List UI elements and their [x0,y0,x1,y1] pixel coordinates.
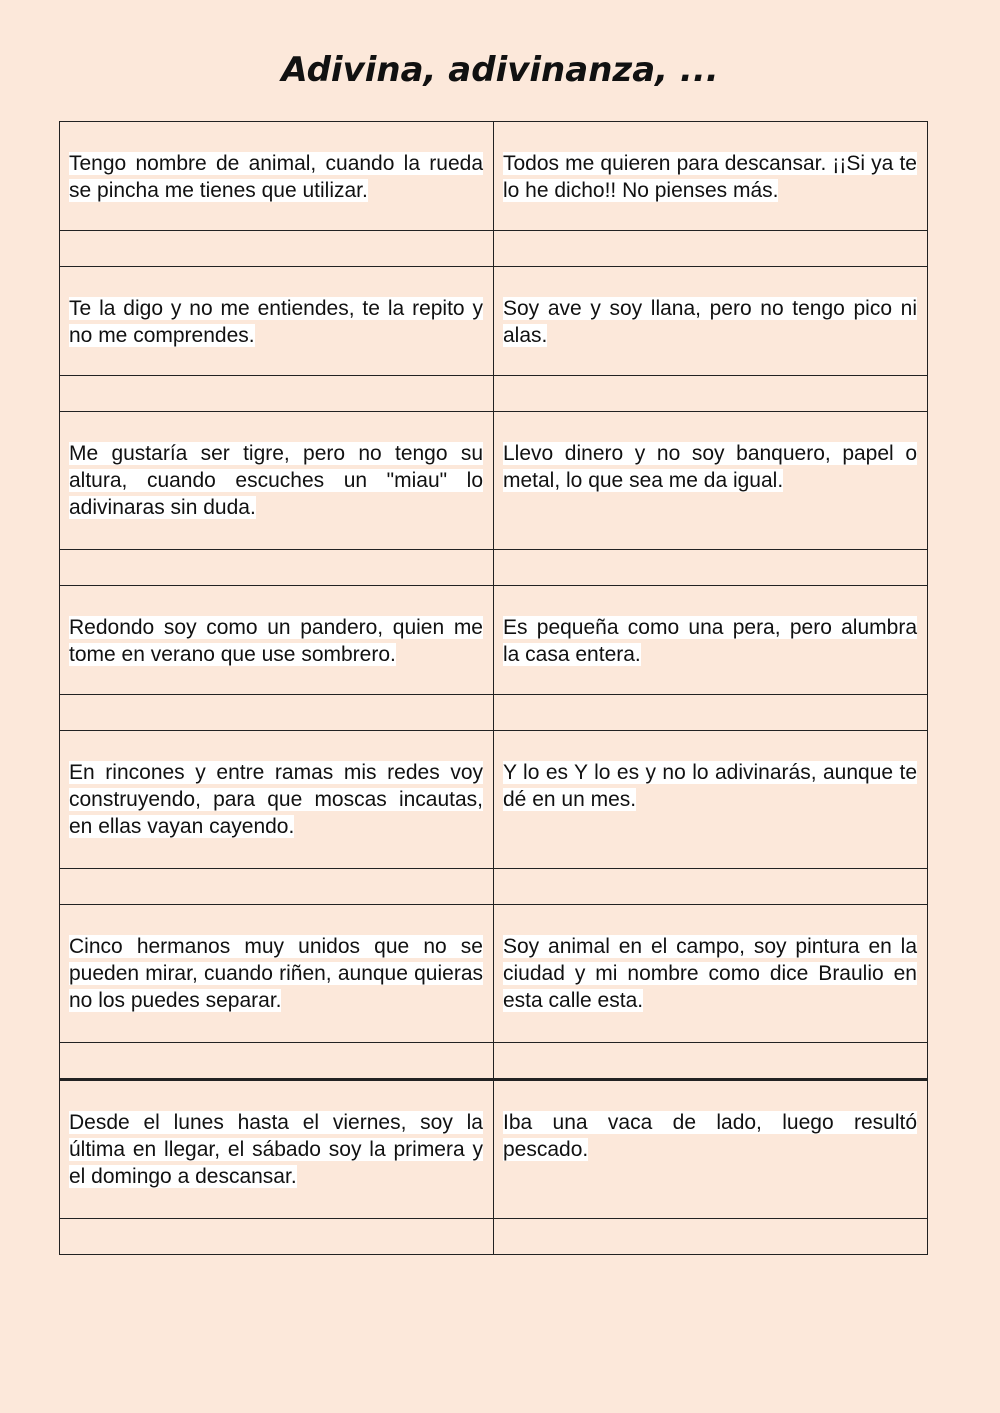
answer-cell[interactable] [494,869,928,905]
riddle-row [60,1080,928,1219]
riddle-text: Soy ave y soy llana, pero no tengo pico ni alas. [503,297,917,347]
answer-cell[interactable] [60,231,494,267]
answer-cell[interactable] [60,550,494,586]
page-title: Adivina, adivinanza, ... [281,50,719,90]
riddle-text: Desde el lunes hasta el viernes, soy la última en llegar, el sábado soy la primera y el domingo a descansar. [69,1111,483,1188]
answer-row [60,231,928,267]
riddle-cell [60,412,494,550]
riddle-text: Llevo dinero y no soy banquero, papel o metal, lo que sea me da igual. [503,442,917,492]
riddle-row [60,586,928,695]
riddle-text: Te la digo y no me entiendes, te la repito y no me comprendes. [69,297,483,347]
riddle-cell [494,412,928,550]
answer-cell[interactable] [494,550,928,586]
answer-cell[interactable] [60,1043,494,1080]
riddle-cell [494,267,928,376]
riddle-row [60,267,928,376]
answer-row [60,1043,928,1080]
riddles-table [59,121,928,1255]
riddle-cell [60,586,494,695]
riddle-row [60,412,928,550]
answer-cell[interactable] [494,1043,928,1080]
answer-cell[interactable] [60,376,494,412]
answer-cell[interactable] [494,1219,928,1255]
riddle-cell [60,122,494,231]
riddle-text: Redondo soy como un pandero, quien me tome en verano que use sombrero. [69,616,483,666]
riddle-cell [494,586,928,695]
answer-cell[interactable] [60,1219,494,1255]
answer-cell[interactable] [60,695,494,731]
riddle-cell [494,1080,928,1219]
riddle-cell [60,1080,494,1219]
answer-row [60,1219,928,1255]
answer-cell[interactable] [60,869,494,905]
riddle-row [60,731,928,869]
riddle-text: Cinco hermanos muy unidos que no se pueden mirar, cuando riñen, aunque quieras no los puedes separar. [69,935,483,1012]
riddle-text: Tengo nombre de animal, cuando la rueda se pincha me tienes que utilizar. [69,152,483,202]
riddle-row [60,122,928,231]
riddle-text: En rincones y entre ramas mis redes voy construyendo, para que moscas incautas, en ellas vayan cayendo. [69,761,483,838]
riddle-cell [60,731,494,869]
riddle-text: Es pequeña como una pera, pero alumbra la casa entera. [503,616,917,666]
riddle-text: Todos me quieren para descansar. ¡¡Si ya te lo he dicho!! No pienses más. [503,152,917,202]
riddle-cell [60,267,494,376]
answer-row [60,550,928,586]
answer-cell[interactable] [494,231,928,267]
riddle-cell [494,905,928,1043]
riddle-cell [494,122,928,231]
answer-cell[interactable] [494,695,928,731]
riddle-cell [60,905,494,1043]
answer-row [60,695,928,731]
riddle-text: Soy animal en el campo, soy pintura en la ciudad y mi nombre como dice Braulio en esta calle esta. [503,935,917,1012]
answer-cell[interactable] [494,376,928,412]
answer-row [60,869,928,905]
riddle-row [60,905,928,1043]
riddle-text: Y lo es Y lo es y no lo adivinarás, aunque te dé en un mes. [503,761,917,811]
riddle-text: Iba una vaca de lado, luego resultó pescado. [503,1111,917,1161]
riddle-text: Me gustaría ser tigre, pero no tengo su altura, cuando escuches un "miau" lo adivinaras sin duda. [69,442,483,519]
answer-row [60,376,928,412]
riddle-cell [494,731,928,869]
